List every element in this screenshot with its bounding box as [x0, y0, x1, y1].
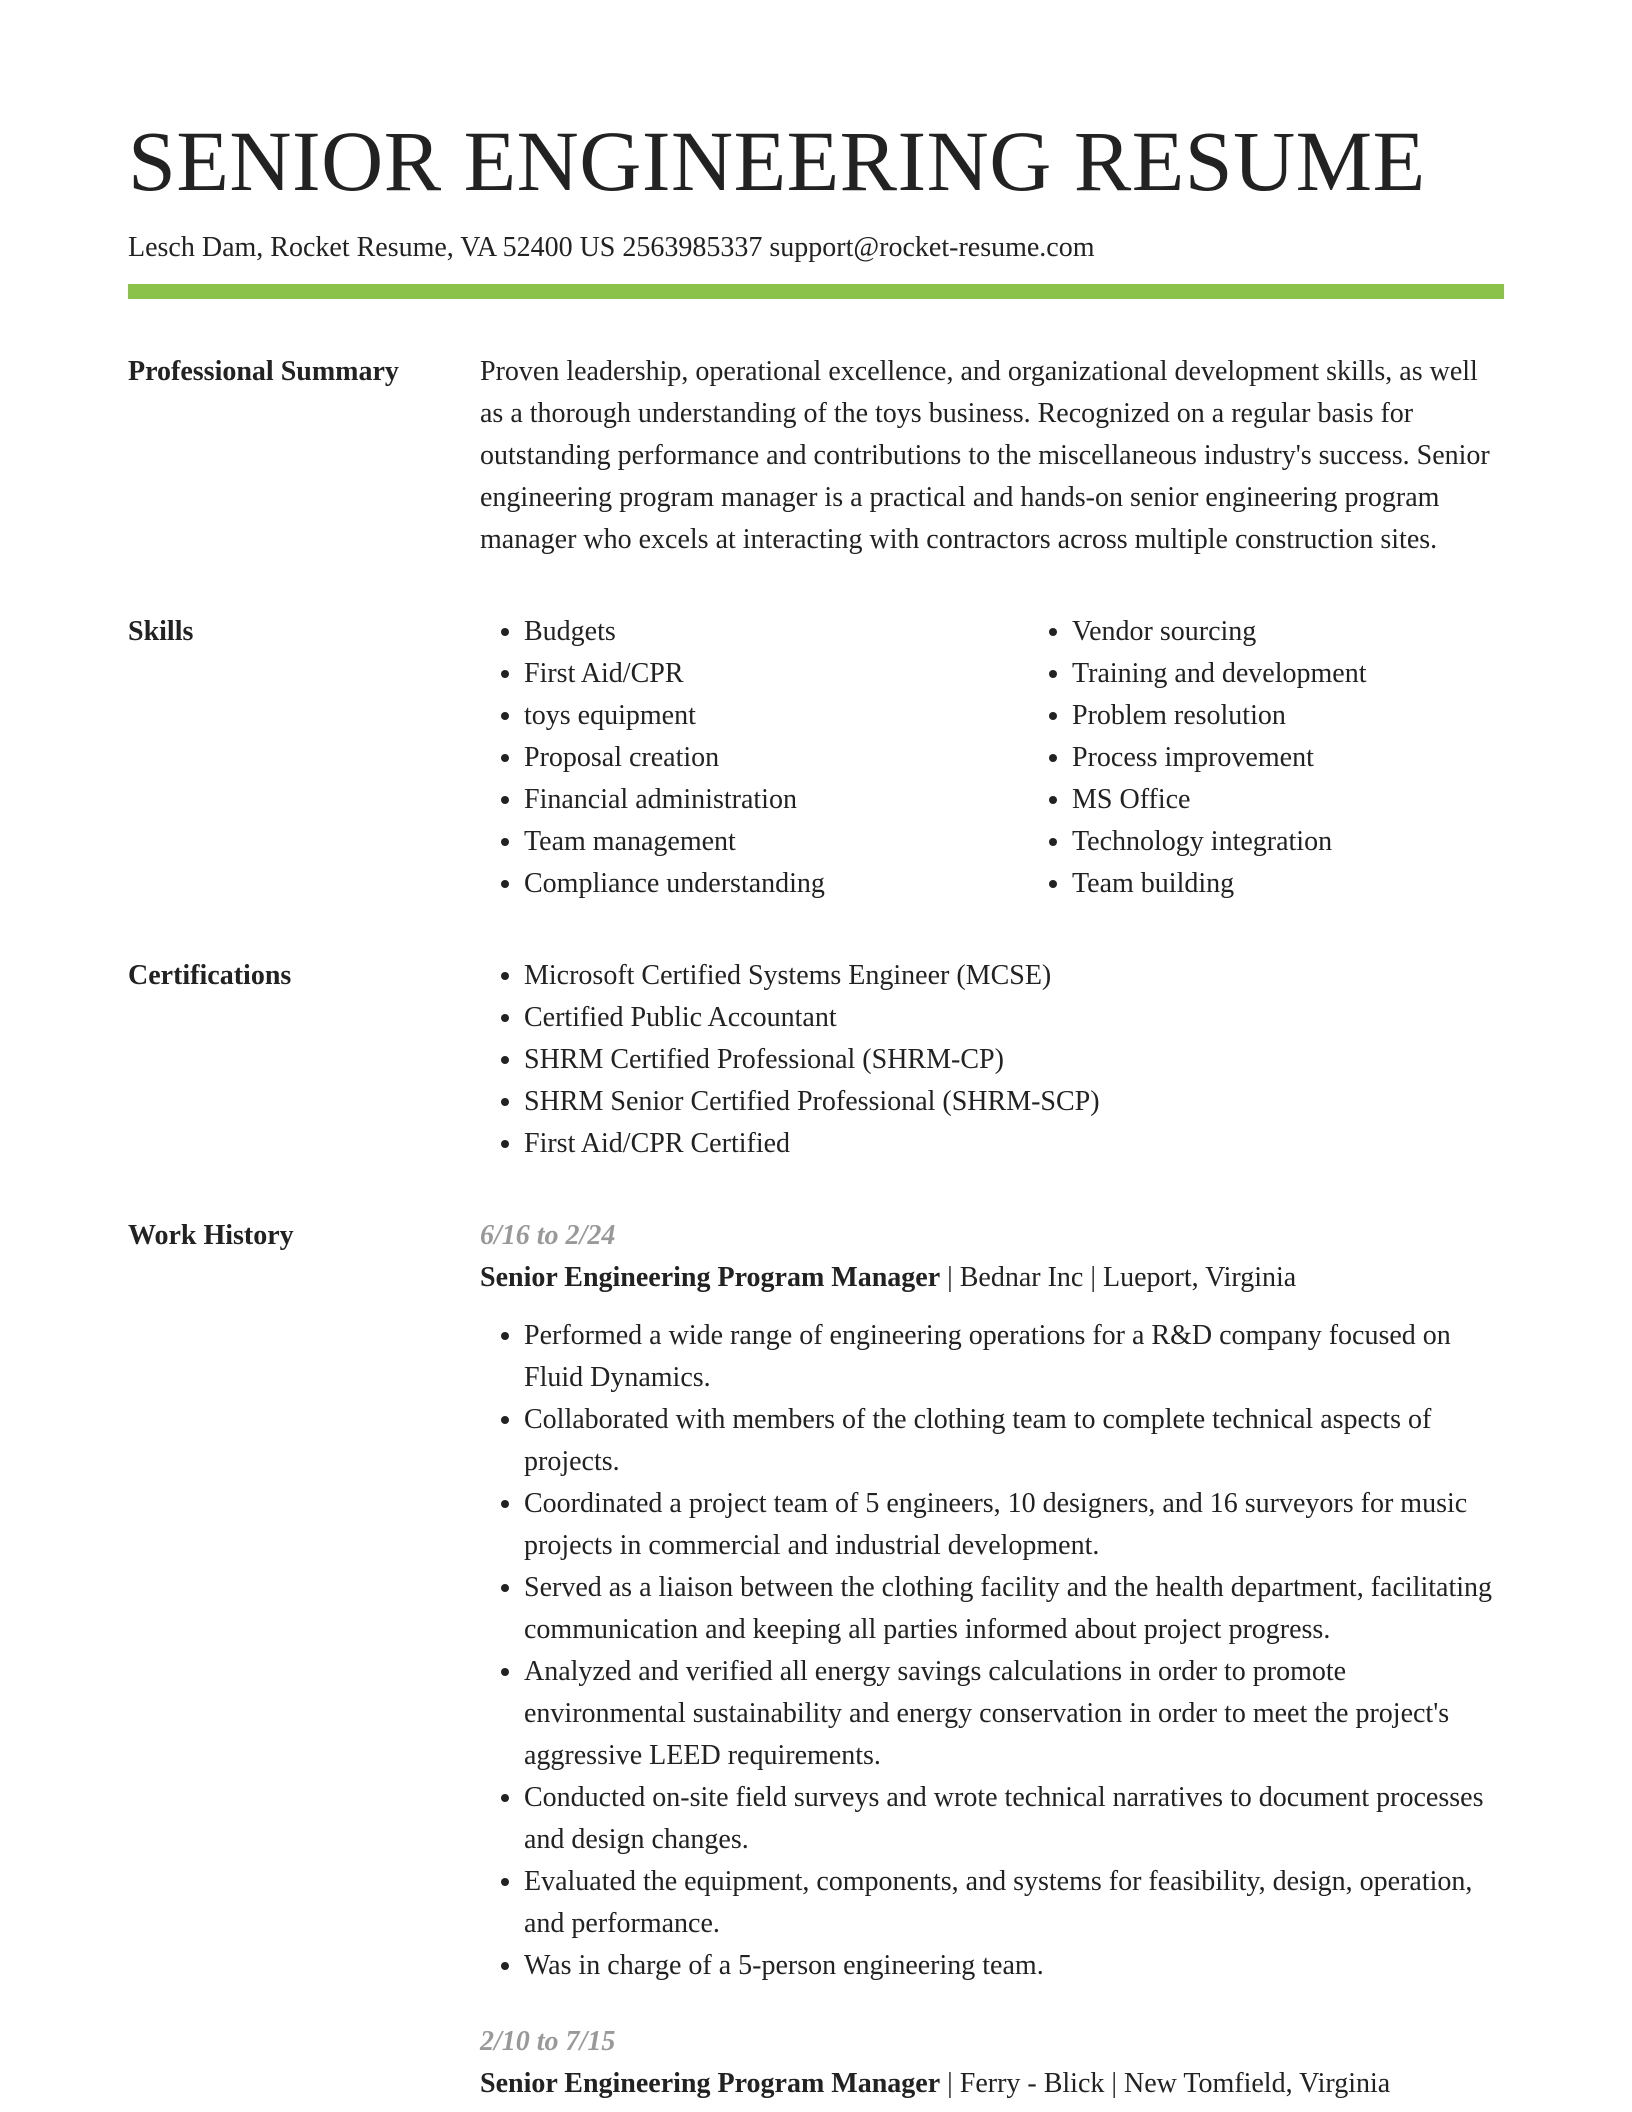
- skill-item: • toys equipment: [524, 695, 1028, 737]
- certifications-list: [480, 955, 1504, 1165]
- certifications-body: [480, 955, 1504, 1165]
- job-bullet: • Analyzed and verified all energy savings calculations in order to promote environmental sustainability and energy conservation in order to meet the project's aggressive LEED requirements.: [524, 1651, 1504, 1777]
- skill-item: • Technology integration: [1072, 821, 1504, 863]
- summary-section: [128, 351, 1504, 561]
- job-details: | Ferry - Blick | New Tomfield, Virginia: [940, 2068, 1391, 2099]
- skill-item: • Proposal creation: [524, 737, 1028, 779]
- skill-item: • MS Office: [1072, 779, 1504, 821]
- certification-item: • SHRM Senior Certified Professional (SHRM-SCP): [524, 1081, 1504, 1123]
- skill-item: • Compliance understanding: [524, 863, 1028, 905]
- certifications-section: [128, 955, 1504, 1165]
- job-bullet: • Evaluated the equipment, components, and systems for feasibility, design, operation, and performance.: [524, 1861, 1504, 1945]
- job-bullet: • Conducted on-site field surveys and wrote technical narratives to document processes and design changes.: [524, 1777, 1504, 1861]
- job-header: [480, 2063, 1504, 2105]
- skills-list-left: [480, 611, 1028, 905]
- job-bullet: • Was in charge of a 5-person engineering team.: [524, 1945, 1504, 1987]
- skill-item: • Training and development: [1072, 653, 1504, 695]
- work-history-heading: Work History: [128, 1220, 294, 1251]
- skills-list-right: [1028, 611, 1504, 905]
- job-bullet: • Served as a liaison between the clothing facility and the health department, facilitating communication and keeping all parties informed about project progress.: [524, 1567, 1504, 1651]
- job-entry: [480, 2021, 1504, 2105]
- skill-item: • First Aid/CPR: [524, 653, 1028, 695]
- certification-item: • Microsoft Certified Systems Engineer (MCSE): [524, 955, 1504, 997]
- job-bullet: • Performed a wide range of engineering operations for a R&D company focused on Fluid Dynamics.: [524, 1315, 1504, 1399]
- skill-item: • Team management: [524, 821, 1028, 863]
- skill-item: • Vendor sourcing: [1072, 611, 1504, 653]
- job-bullet: • Coordinated a project team of 5 engineers, 10 designers, and 16 surveyors for music projects in commercial and industrial development.: [524, 1483, 1504, 1567]
- job-title: Senior Engineering Program Manager: [480, 1262, 941, 1293]
- skill-item: • Problem resolution: [1072, 695, 1504, 737]
- work-history-body: [480, 1215, 1504, 2105]
- header-divider: [128, 284, 1504, 299]
- skill-item: • Process improvement: [1072, 737, 1504, 779]
- resume-title: SENIOR ENGINEERING RESUME: [128, 113, 1426, 209]
- skills-body: [480, 611, 1504, 905]
- job-dates: 6/16 to 2/24: [480, 1220, 616, 1251]
- certification-item: • Certified Public Accountant: [524, 997, 1504, 1039]
- contact-line: Lesch Dam, Rocket Resume, VA 52400 US 2563985337 support@rocket-resume.com: [128, 232, 1095, 263]
- certifications-heading: Certifications: [128, 960, 292, 991]
- job-dates: 2/10 to 7/15: [480, 2026, 616, 2057]
- job-bullets: [480, 1315, 1504, 1987]
- job-details: | Bednar Inc | Lueport, Virginia: [940, 1262, 1297, 1293]
- job-entry: [480, 1215, 1504, 1987]
- summary-body: [480, 351, 1504, 561]
- certification-item: • SHRM Certified Professional (SHRM-CP): [524, 1039, 1504, 1081]
- job-title: Senior Engineering Program Manager: [480, 2068, 941, 2099]
- summary-heading: Professional Summary: [128, 356, 399, 387]
- job-bullet: • Collaborated with members of the clothing team to complete technical aspects of projects.: [524, 1399, 1504, 1483]
- summary-text: Proven leadership, operational excellence, and organizational development skills, as well as a thorough understanding of the toys business. Recognized on a regular basis for outstanding performance and contributions to the miscellaneous industry's success. Senior engineering program manager is a practical and hands-on senior engineering program manager who excels at interacting with contractors across multiple construction sites.: [480, 356, 1490, 555]
- skill-item: • Financial administration: [524, 779, 1028, 821]
- skills-section: [128, 611, 1504, 905]
- work-history-section: [128, 1215, 1504, 2105]
- skill-item: • Budgets: [524, 611, 1028, 653]
- job-header: [480, 1257, 1504, 1299]
- skills-heading: Skills: [128, 616, 194, 647]
- certification-item: • First Aid/CPR Certified: [524, 1123, 1504, 1165]
- skill-item: • Team building: [1072, 863, 1504, 905]
